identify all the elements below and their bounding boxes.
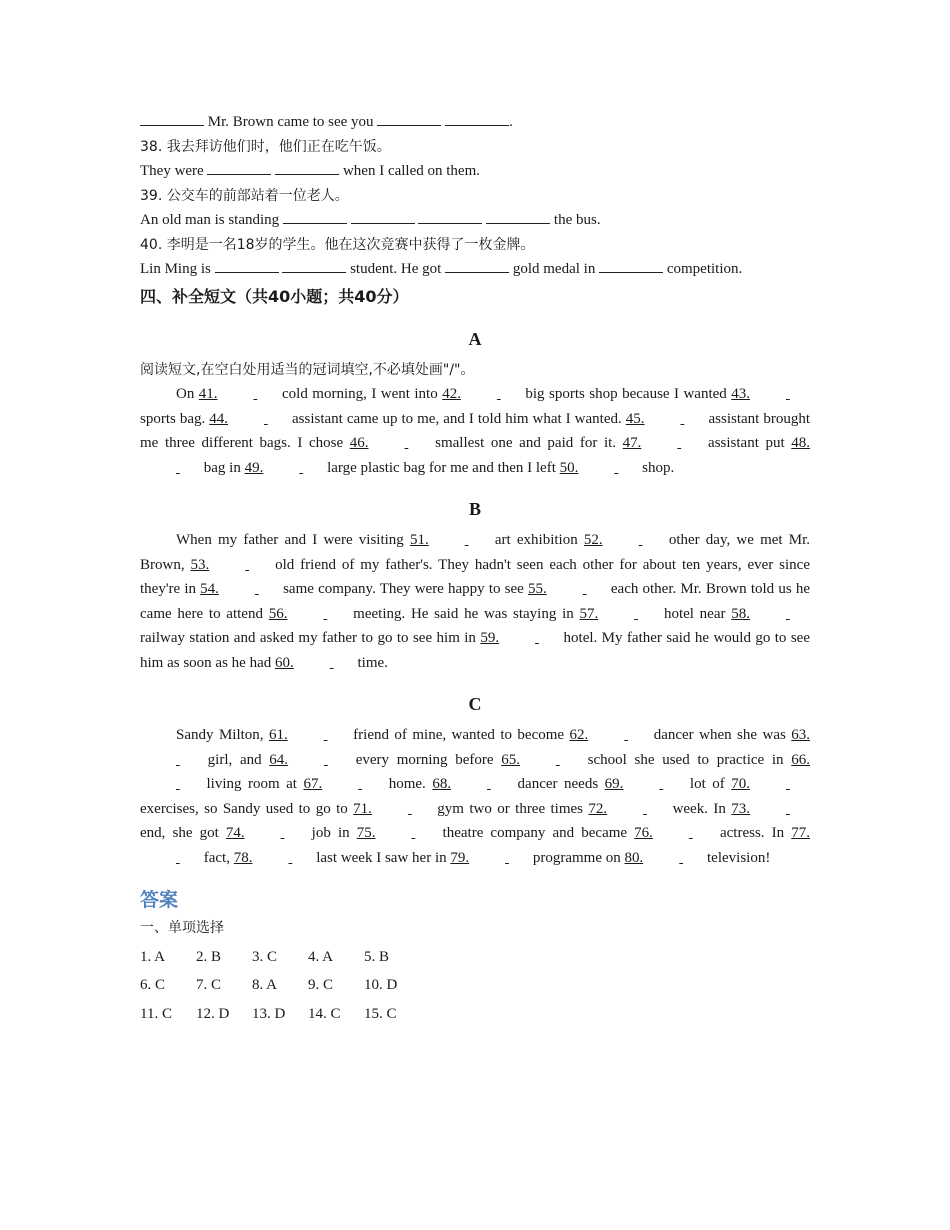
blank-line[interactable] — [245, 821, 305, 846]
q39-text-a: An old man is standing — [140, 212, 280, 228]
q40-text-b: student. He got — [350, 261, 442, 277]
passage-text: last week I saw her in — [312, 849, 451, 866]
passage-text: television! — [703, 849, 771, 866]
blank-line[interactable] — [598, 602, 658, 627]
blank-line[interactable] — [578, 456, 638, 481]
answer-key-item: 4. A — [308, 948, 334, 965]
blank-64[interactable]: 64. — [269, 751, 289, 768]
blank-line[interactable] — [429, 528, 489, 553]
blank-42[interactable]: 42. — [442, 386, 461, 402]
blank-60[interactable]: 60. — [274, 654, 294, 671]
answer-key-item: 2. B — [196, 948, 222, 965]
blank-69[interactable]: 69. — [604, 776, 624, 792]
q40-english-line — [140, 257, 810, 282]
blank-line[interactable] — [750, 797, 810, 822]
answer-key-item: 5. B — [364, 948, 390, 965]
passage-text: On — [176, 386, 199, 402]
passage-text: every morning before — [348, 751, 502, 768]
q38-text-b: when I called on them. — [342, 163, 481, 179]
passage-text: large plastic bag for me and then I left — [323, 459, 560, 476]
blank-line[interactable] — [451, 772, 511, 797]
blank-line[interactable] — [288, 748, 348, 773]
passage-text: lot of — [683, 776, 732, 792]
part-c-passage — [140, 723, 810, 870]
q38-chinese: 38. 我去拜访他们时，他们正在吃午饭。 — [140, 138, 391, 155]
passage-text: dancer when she was — [648, 727, 792, 743]
blank-61[interactable]: 61. — [268, 727, 288, 743]
blank-line[interactable] — [645, 407, 705, 432]
answer-blank[interactable] — [351, 208, 415, 224]
blank-79[interactable]: 79. — [450, 849, 470, 866]
passage-text: big sports shop because I wanted — [520, 386, 732, 402]
blank-line[interactable] — [294, 651, 354, 676]
passage-text: fact, — [200, 849, 234, 866]
blank-80[interactable]: 80. — [624, 849, 644, 866]
part-c-label: C — [468, 694, 482, 714]
blank-line[interactable] — [372, 797, 432, 822]
passage-text: gym two or three times — [431, 800, 589, 817]
blank-43[interactable]: 43. — [731, 386, 750, 402]
part-a-instruction: 阅读短文,在空白处用适当的冠词填空,不必填处画"/"。 — [140, 361, 475, 378]
passage-text: same company. They were happy to see — [278, 581, 528, 597]
passage-text: living room at — [200, 776, 304, 792]
blank-70[interactable]: 70. — [731, 776, 750, 792]
blank-63[interactable]: 63. — [791, 727, 811, 743]
part-a-passage — [140, 382, 810, 480]
blank-67[interactable]: 67. — [303, 776, 323, 792]
q37-english-line — [140, 110, 810, 135]
passage-text: shop. — [638, 459, 675, 476]
passage-text: smallest one and paid for it. — [428, 435, 623, 451]
blank-65[interactable]: 65. — [501, 751, 520, 768]
blank-line[interactable] — [520, 748, 580, 773]
q39-text-b: the bus. — [553, 212, 601, 228]
passage-text: sports bag. — [140, 410, 210, 427]
passage-text: theatre company and became — [435, 825, 635, 841]
blank-75[interactable]: 75. — [356, 825, 376, 841]
passage-text: assistant came up to me, and I told him what I wanted. — [288, 410, 626, 427]
blank-line[interactable] — [499, 626, 559, 651]
passage-text: each other. Mr. Brown told us he came here to attend — [140, 581, 810, 622]
answer-key-item: 9. C — [308, 977, 334, 993]
blank-48[interactable]: 48. — [791, 435, 811, 451]
passage-text: railway station and asked my father to go to see him in — [140, 630, 481, 646]
passage-text: assistant put — [701, 435, 792, 451]
passage-text: art exhibition — [488, 532, 584, 548]
answer-key-item: 6. C — [140, 977, 166, 993]
blank-line[interactable] — [218, 382, 278, 407]
blank-59[interactable]: 59. — [480, 630, 500, 646]
answer-key-grid — [140, 945, 810, 1027]
answers-section-1-title: 一、单项选择 — [140, 920, 224, 936]
part-a-label: A — [468, 328, 482, 349]
answer-key-item: 11. C — [140, 1005, 172, 1022]
blank-line[interactable] — [287, 602, 347, 627]
passage-text: dancer needs — [511, 776, 605, 792]
blank-72[interactable]: 72. — [588, 800, 608, 817]
blank-line[interactable] — [228, 407, 288, 432]
passage-text: friend of mine, wanted to become — [347, 727, 570, 743]
blank-76[interactable]: 76. — [634, 825, 653, 841]
blank-51[interactable]: 51. — [409, 532, 429, 548]
part-b-label: B — [468, 499, 481, 519]
blank-line[interactable] — [140, 456, 200, 481]
answer-blank[interactable] — [215, 257, 279, 273]
blank-52[interactable]: 52. — [583, 532, 603, 548]
passage-text: other day, we met Mr. Brown, — [140, 532, 810, 573]
answers-title: 答案 — [140, 889, 179, 911]
passage-text: job in — [304, 825, 357, 841]
q40-text-c: gold medal in — [512, 261, 596, 277]
blank-line[interactable] — [461, 382, 521, 407]
blank-line[interactable] — [603, 528, 663, 553]
blank-74[interactable]: 74. — [225, 825, 245, 841]
blank-line[interactable] — [469, 846, 529, 871]
passage-text: cold morning, I went into — [277, 386, 443, 402]
blank-44[interactable]: 44. — [209, 410, 228, 427]
passage-text: school she used to practice in — [579, 751, 792, 768]
blank-line[interactable] — [252, 846, 312, 871]
q40-text-a: Lin Ming is — [140, 261, 211, 277]
passage-text: assistant brought me three different bags. I chose — [140, 410, 810, 451]
q37-period: . — [509, 114, 513, 130]
answer-blank[interactable] — [486, 208, 550, 224]
answer-blank[interactable] — [140, 110, 204, 126]
blank-line[interactable] — [588, 723, 648, 748]
blank-62[interactable]: 62. — [569, 727, 589, 743]
blank-46[interactable]: 46. — [349, 435, 369, 451]
answer-blank[interactable] — [418, 208, 482, 224]
answer-key-item: 1. A — [140, 948, 166, 965]
passage-text: end, she got — [140, 825, 226, 841]
answer-key-item: 13. D — [252, 1005, 286, 1022]
passage-text: hotel near — [658, 605, 732, 622]
passage-text: exercises, so Sandy used to go to — [140, 800, 354, 817]
passage-text: home. — [382, 776, 433, 792]
blank-54[interactable]: 54. — [200, 581, 219, 597]
q39-chinese: 39. 公交车的前部站着一位老人。 — [140, 187, 349, 204]
blank-73[interactable]: 73. — [731, 800, 750, 817]
blank-line[interactable] — [369, 431, 429, 456]
passage-text: hotel. My father said he would go to see him as soon as he had — [140, 630, 810, 671]
q37-text: Mr. Brown came to see you — [207, 114, 374, 130]
answer-blank[interactable] — [599, 257, 663, 273]
answer-key-item: 8. A — [252, 977, 278, 993]
blank-line[interactable] — [140, 748, 200, 773]
passage-text: time. — [353, 654, 388, 671]
blank-45[interactable]: 45. — [625, 410, 645, 427]
passage-text: girl, and — [200, 751, 270, 768]
blank-line[interactable] — [643, 846, 703, 871]
blank-line[interactable] — [140, 772, 200, 797]
blank-line[interactable] — [288, 723, 348, 748]
q38-text-a: They were — [140, 163, 204, 179]
blank-66[interactable]: 66. — [791, 751, 810, 768]
blank-41[interactable]: 41. — [198, 386, 218, 402]
blank-56[interactable]: 56. — [268, 605, 288, 622]
answer-blank[interactable] — [207, 159, 271, 175]
q38-english-line — [140, 159, 810, 184]
passage-text: bag in — [200, 459, 245, 476]
answer-blank[interactable] — [445, 110, 509, 126]
blank-47[interactable]: 47. — [622, 435, 642, 451]
blank-line[interactable] — [209, 553, 269, 578]
blank-line[interactable] — [140, 846, 200, 871]
passage-text: meeting. He said he was staying in — [347, 605, 580, 622]
answer-key-item: 14. C — [308, 1005, 341, 1022]
blank-49[interactable]: 49. — [244, 459, 264, 476]
answer-key-item: 3. C — [252, 948, 278, 965]
blank-line[interactable] — [375, 821, 435, 846]
answer-blank[interactable] — [275, 159, 339, 175]
passage-text: When my father and I were visiting — [176, 532, 410, 548]
answer-blank[interactable] — [283, 208, 347, 224]
blank-line[interactable] — [750, 382, 810, 407]
blank-line[interactable] — [322, 772, 382, 797]
blank-53[interactable]: 53. — [190, 556, 210, 573]
blank-71[interactable]: 71. — [353, 800, 372, 817]
blank-57[interactable]: 57. — [579, 605, 599, 622]
answer-blank[interactable] — [377, 110, 441, 126]
section-4-title: 四、补全短文（共40小题；共40分） — [140, 286, 409, 306]
answer-key-item: 10. D — [364, 977, 398, 993]
blank-50[interactable]: 50. — [559, 459, 579, 476]
answer-key-item: 12. D — [196, 1005, 230, 1022]
blank-78[interactable]: 78. — [233, 849, 253, 866]
q40-text-d: competition. — [666, 261, 743, 277]
answer-blank[interactable] — [445, 257, 509, 273]
passage-text: old friend of my father's. They hadn't seen each other for about ten years, ever since they're in — [140, 556, 810, 597]
blank-line[interactable] — [263, 456, 323, 481]
answer-key-item: 15. C — [364, 1005, 397, 1022]
blank-68[interactable]: 68. — [432, 776, 452, 792]
answer-blank[interactable] — [282, 257, 346, 273]
q39-english-line — [140, 208, 810, 233]
blank-line[interactable] — [607, 797, 667, 822]
passage-text: programme on — [529, 849, 625, 866]
blank-line[interactable] — [750, 602, 810, 627]
blank-58[interactable]: 58. — [731, 605, 750, 622]
blank-line[interactable] — [623, 772, 683, 797]
blank-line[interactable] — [547, 577, 607, 602]
answer-key-item: 7. C — [196, 977, 222, 993]
document-page — [140, 110, 810, 1026]
blank-line[interactable] — [653, 821, 713, 846]
blank-77[interactable]: 77. — [791, 825, 810, 841]
blank-line[interactable] — [219, 577, 279, 602]
passage-text: actress. In — [712, 825, 792, 841]
q40-chinese: 40. 李明是一名18岁的学生。他在这次竞赛中获得了一枚金牌。 — [140, 236, 535, 253]
part-b-passage — [140, 528, 810, 675]
blank-55[interactable]: 55. — [527, 581, 547, 597]
blank-line[interactable] — [750, 772, 810, 797]
blank-line[interactable] — [641, 431, 701, 456]
passage-text: Sandy Milton, — [176, 727, 269, 743]
passage-text: week. In — [667, 800, 732, 817]
